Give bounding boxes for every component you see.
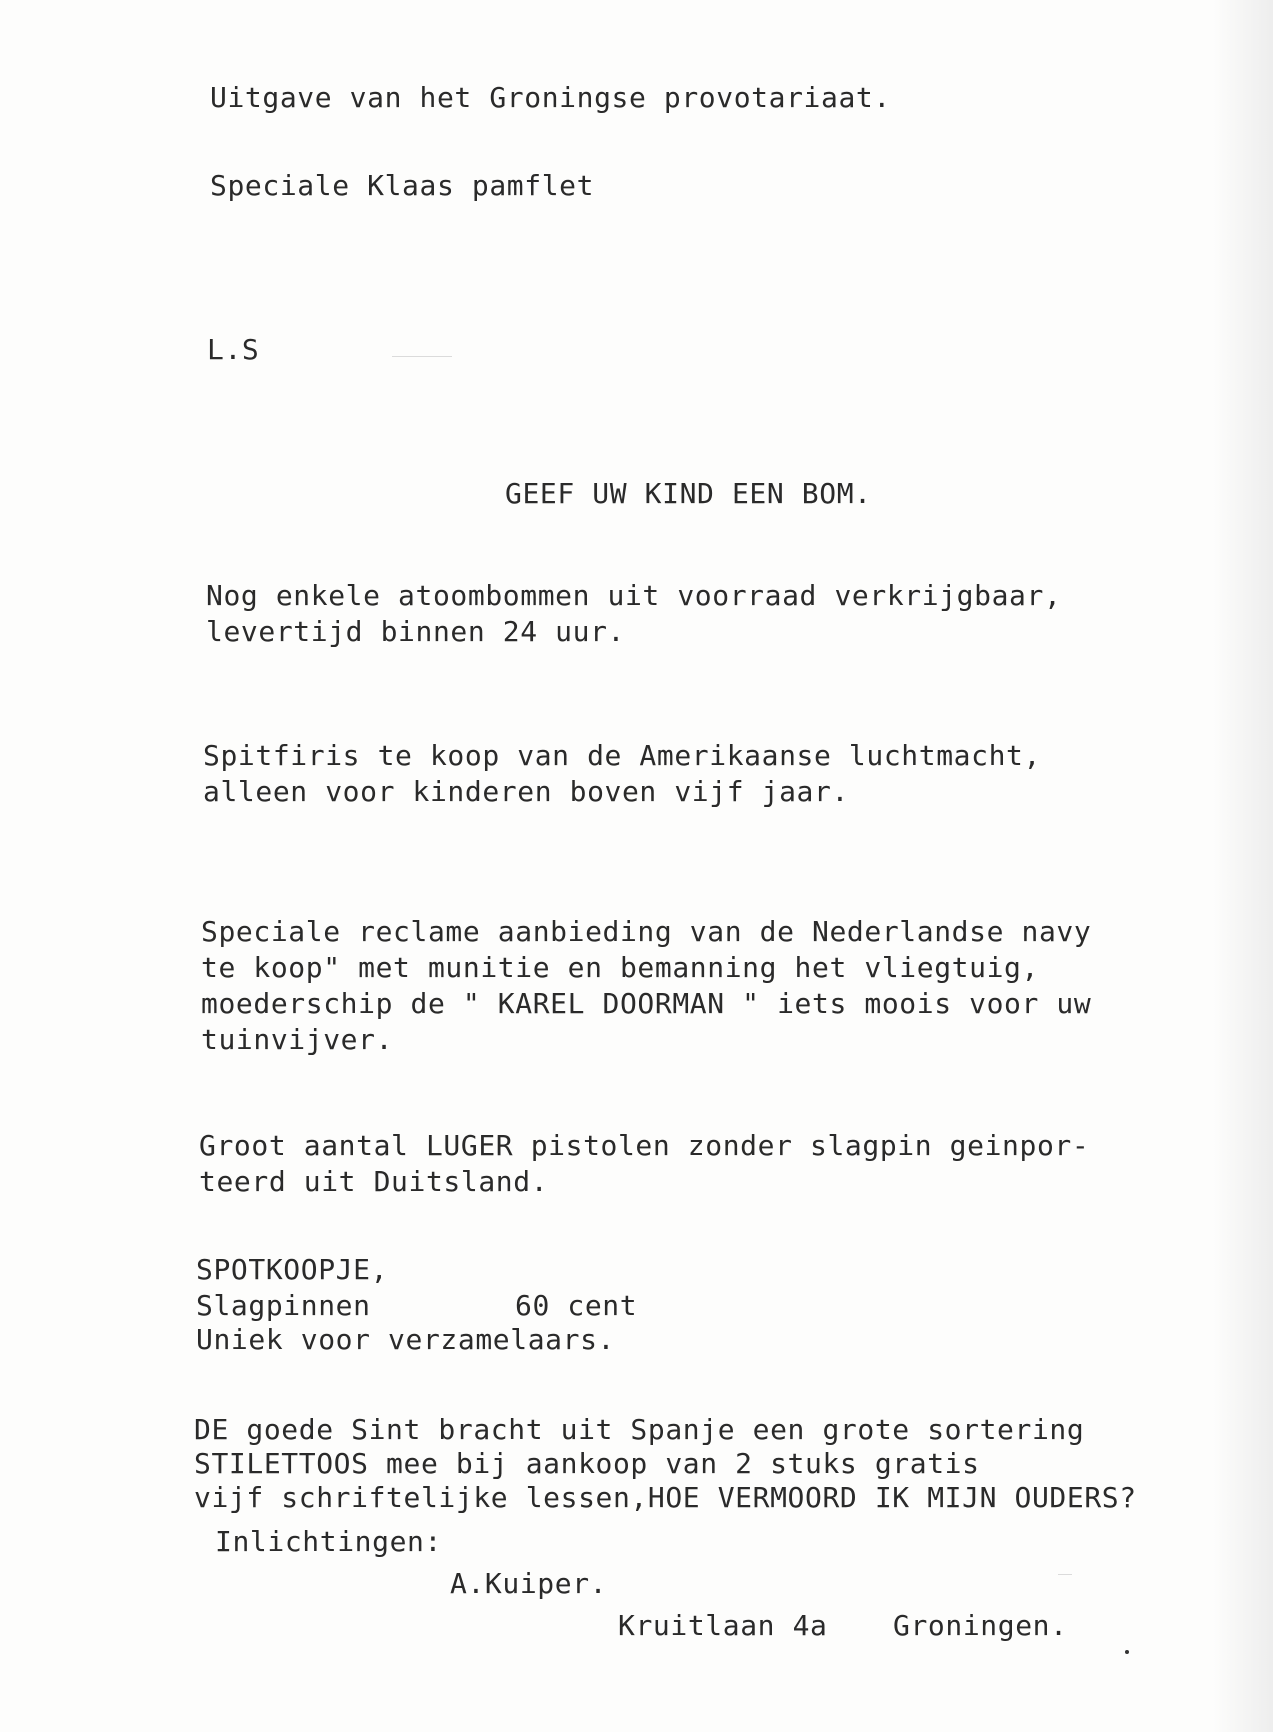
ad-atoombommen-line-1: Nog enkele atoombommen uit voorraad verkrijgbaar, (206, 579, 1062, 612)
headline: GEEF UW KIND EEN BOM. (505, 477, 872, 510)
ink-speck (1125, 1650, 1129, 1654)
ad-sint-line-2: STILETTOOS mee bij aankoop van 2 stuks gratis (194, 1447, 980, 1480)
spotkoopje-item: Slagpinnen (196, 1289, 371, 1322)
contact-name: A.Kuiper. (450, 1567, 608, 1600)
ad-navy-line-3: moederschip de " KAREL DOORMAN " iets moois voor uw (201, 987, 1092, 1020)
contact-label: Inlichtingen: (215, 1525, 442, 1558)
ad-luger-line-2: teerd uit Duitsland. (199, 1165, 549, 1198)
spotkoopje-price: 60 cent (515, 1289, 638, 1322)
contact-address: Kruitlaan 4a (618, 1609, 828, 1642)
scan-edge-shading (1213, 0, 1273, 1732)
contact-city: Groningen. (893, 1609, 1068, 1642)
paper-smudge (392, 356, 452, 357)
publisher-line: Uitgave van het Groningse provotariaat. (210, 81, 891, 114)
paper-smudge (1058, 1574, 1072, 1575)
spotkoopje-title: SPOTKOOPJE, (196, 1253, 389, 1286)
pamphlet-subtitle: Speciale Klaas pamflet (210, 169, 595, 202)
ad-sint-line-3: vijf schriftelijke lessen,HOE VERMOORD IK MIJN OUDERS? (194, 1481, 1137, 1514)
ad-luger-line-1: Groot aantal LUGER pistolen zonder slagpin geinpor- (199, 1129, 1090, 1162)
ad-spitfiris-line-1: Spitfiris te koop van de Amerikaanse luchtmacht, (203, 739, 1041, 772)
salutation: L.S (207, 333, 260, 366)
ad-navy-line-2: te koop" met munitie en bemanning het vliegtuig, (201, 951, 1039, 984)
ad-spitfiris-line-2: alleen voor kinderen boven vijf jaar. (203, 775, 849, 808)
ad-atoombommen-line-2: levertijd binnen 24 uur. (206, 615, 625, 648)
spotkoopje-note: Uniek voor verzamelaars. (196, 1323, 615, 1356)
ad-sint-line-1: DE goede Sint bracht uit Spanje een grote sortering (194, 1413, 1085, 1446)
ad-navy-line-1: Speciale reclame aanbieding van de Nederlandse navy (201, 915, 1092, 948)
ad-navy-line-4: tuinvijver. (201, 1023, 394, 1056)
